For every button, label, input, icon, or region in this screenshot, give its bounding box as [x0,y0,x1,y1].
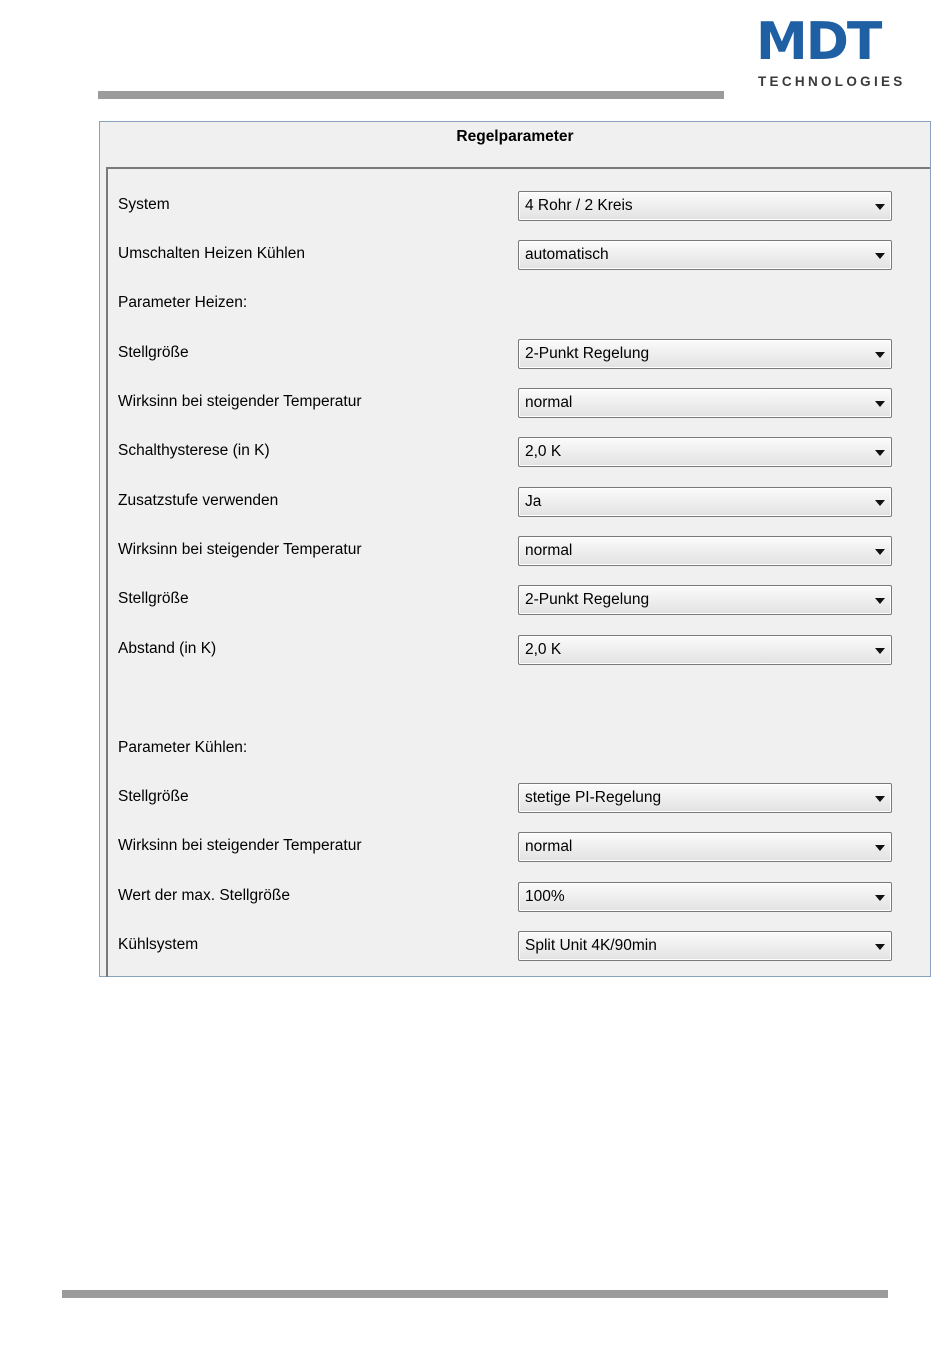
system-dropdown[interactable] [518,191,892,221]
logo-wordmark: MDT [756,12,881,72]
param-label: Wirksinn bei steigender Temperatur [118,837,362,854]
parameter-panel [99,121,931,977]
param-label: Stellgröße [118,344,189,361]
dropdown-value: 2-Punkt Regelung [525,345,650,362]
kuehlen-wirksinn-dropdown[interactable] [518,832,892,862]
chevron-down-icon [875,450,885,456]
section-heading: Parameter Kühlen: [118,739,248,756]
chevron-down-icon [875,895,885,901]
dropdown-value: normal [525,542,573,559]
section-heading: Parameter Heizen: [118,294,248,311]
zusatz-wirksinn-dropdown[interactable] [518,536,892,566]
chevron-down-icon [875,598,885,604]
param-row-zusatz-stellgroesse [108,585,930,615]
heizen-stellgroesse-dropdown[interactable] [518,339,892,369]
param-label: Abstand (in K) [118,640,217,657]
param-row-system [108,191,930,221]
param-row-schalthysterese [108,437,930,467]
param-label: Kühlsystem [118,936,199,953]
param-label: Stellgröße [118,590,189,607]
zusatz-stellgroesse-dropdown[interactable] [518,585,892,615]
mdt-logo [756,12,906,90]
dropdown-value: Ja [525,493,542,510]
chevron-down-icon [875,253,885,259]
dropdown-value: normal [525,838,573,855]
chevron-down-icon [875,549,885,555]
dropdown-value: Split Unit 4K/90min [525,937,657,954]
param-row-abstand [108,635,930,665]
chevron-down-icon [875,944,885,950]
param-row-zusatzstufe [108,487,930,517]
header-rule [98,91,724,99]
chevron-down-icon [875,204,885,210]
param-label: Wirksinn bei steigender Temperatur [118,541,362,558]
dropdown-value: automatisch [525,246,609,263]
schalthysterese-dropdown[interactable] [518,437,892,467]
param-label: Wirksinn bei steigender Temperatur [118,393,362,410]
umschalten-dropdown[interactable] [518,240,892,270]
param-row-zusatz-wirksinn [108,536,930,566]
abstand-dropdown[interactable] [518,635,892,665]
param-label: Schalthysterese (in K) [118,442,270,459]
parameter-list [106,167,930,977]
param-row-heizen-wirksinn [108,388,930,418]
chevron-down-icon [875,648,885,654]
dropdown-value: 2,0 K [525,443,562,460]
chevron-down-icon [875,500,885,506]
footer-rule [62,1290,888,1298]
param-row-umschalten [108,240,930,270]
param-label: Umschalten Heizen Kühlen [118,245,305,262]
param-row-heizen-stellgroesse [108,339,930,369]
dropdown-value: 100% [525,888,565,905]
chevron-down-icon [875,845,885,851]
chevron-down-icon [875,796,885,802]
chevron-down-icon [875,352,885,358]
param-row-kuehlen-wirksinn [108,832,930,862]
dropdown-value: stetige PI-Regelung [525,789,662,806]
kuehlsystem-dropdown[interactable] [518,931,892,961]
max-stellgroesse-dropdown[interactable] [518,882,892,912]
section-kuehlen [108,734,930,764]
param-label: System [118,196,170,213]
logo-tagline: TECHNOLOGIES [758,74,906,89]
param-label: Zusatzstufe verwenden [118,492,279,509]
heizen-wirksinn-dropdown[interactable] [518,388,892,418]
param-label: Stellgröße [118,788,189,805]
param-row-kuehlen-stellgroesse [108,783,930,813]
section-heizen [108,289,930,319]
chevron-down-icon [875,401,885,407]
kuehlen-stellgroesse-dropdown[interactable] [518,783,892,813]
zusatzstufe-dropdown[interactable] [518,487,892,517]
param-row-max-stellgroesse [108,882,930,912]
param-row-kuehlsystem [108,931,930,961]
panel-title: Regelparameter [456,128,574,145]
dropdown-value: normal [525,394,573,411]
dropdown-value: 2,0 K [525,641,562,658]
param-label: Wert der max. Stellgröße [118,887,290,904]
dropdown-value: 2-Punkt Regelung [525,591,650,608]
dropdown-value: 4 Rohr / 2 Kreis [525,197,633,214]
